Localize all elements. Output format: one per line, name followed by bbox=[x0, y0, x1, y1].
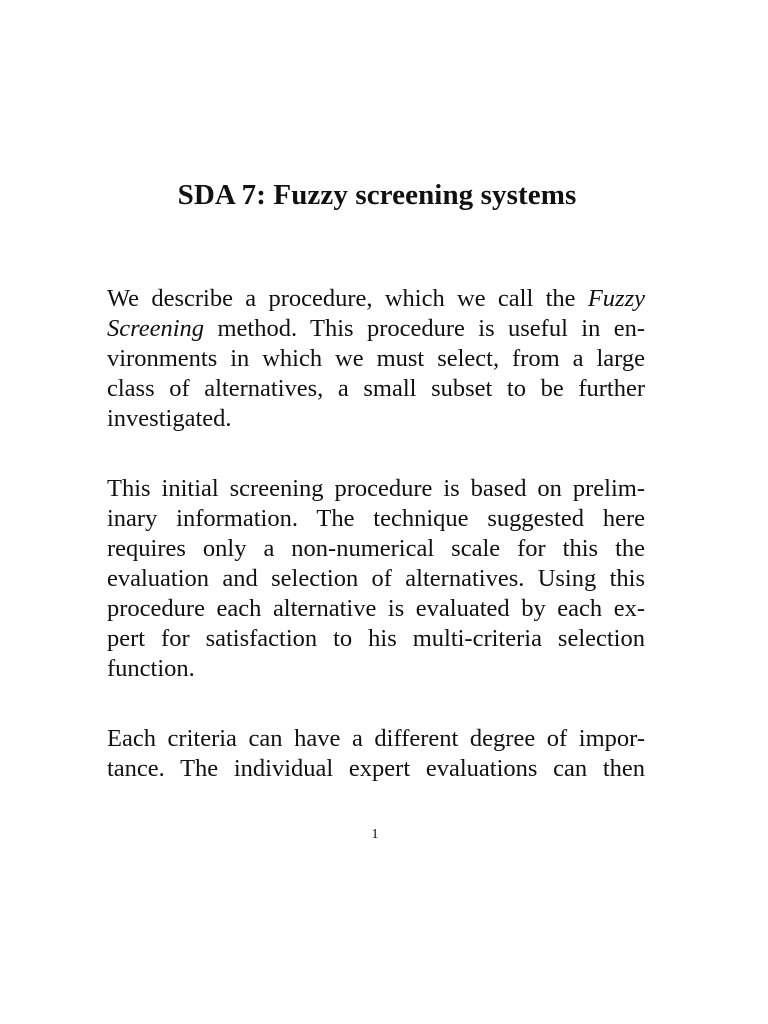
paragraph-line: procedure each alternative is evaluated by each ex- bbox=[107, 595, 645, 622]
line-text: We describe a procedure, which we call the bbox=[107, 285, 576, 312]
paragraph-line: pert for satisfaction to his multi-criteria selection bbox=[107, 625, 645, 652]
page-title: SDA 7: Fuzzy screening systems bbox=[177, 179, 577, 211]
paragraph-screening-procedure bbox=[107, 474, 645, 684]
paragraph-line: requires only a non-numerical scale for this the bbox=[107, 535, 645, 562]
paragraph-line: evaluation and selection of alternatives. Using this bbox=[107, 565, 645, 592]
line-text: method. This procedure is useful in en- bbox=[217, 315, 645, 342]
paragraph-line: tance. The individual expert evaluations can then bbox=[107, 755, 645, 782]
paragraph-line: Each criteria can have a different degree of impor- bbox=[107, 725, 645, 752]
emphasis-term: Screening bbox=[107, 315, 205, 342]
paragraph-line bbox=[107, 314, 645, 344]
paragraph-intro bbox=[107, 284, 645, 434]
page-number: 1 bbox=[371, 827, 379, 842]
paragraph-line: class of alternatives, a small subset to be further bbox=[107, 375, 645, 402]
paragraph-line: vironments in which we must select, from a large bbox=[107, 345, 645, 372]
paragraph-line: inary information. The technique suggested here bbox=[107, 505, 645, 532]
paragraph-criteria-importance bbox=[107, 724, 645, 784]
paragraph-line: This initial screening procedure is based on prelim- bbox=[107, 475, 645, 502]
emphasis-term: Fuzzy bbox=[587, 285, 645, 312]
paragraph-line bbox=[107, 284, 645, 314]
paragraph-line: investigated. bbox=[107, 405, 232, 432]
paragraph-line: function. bbox=[107, 655, 195, 682]
